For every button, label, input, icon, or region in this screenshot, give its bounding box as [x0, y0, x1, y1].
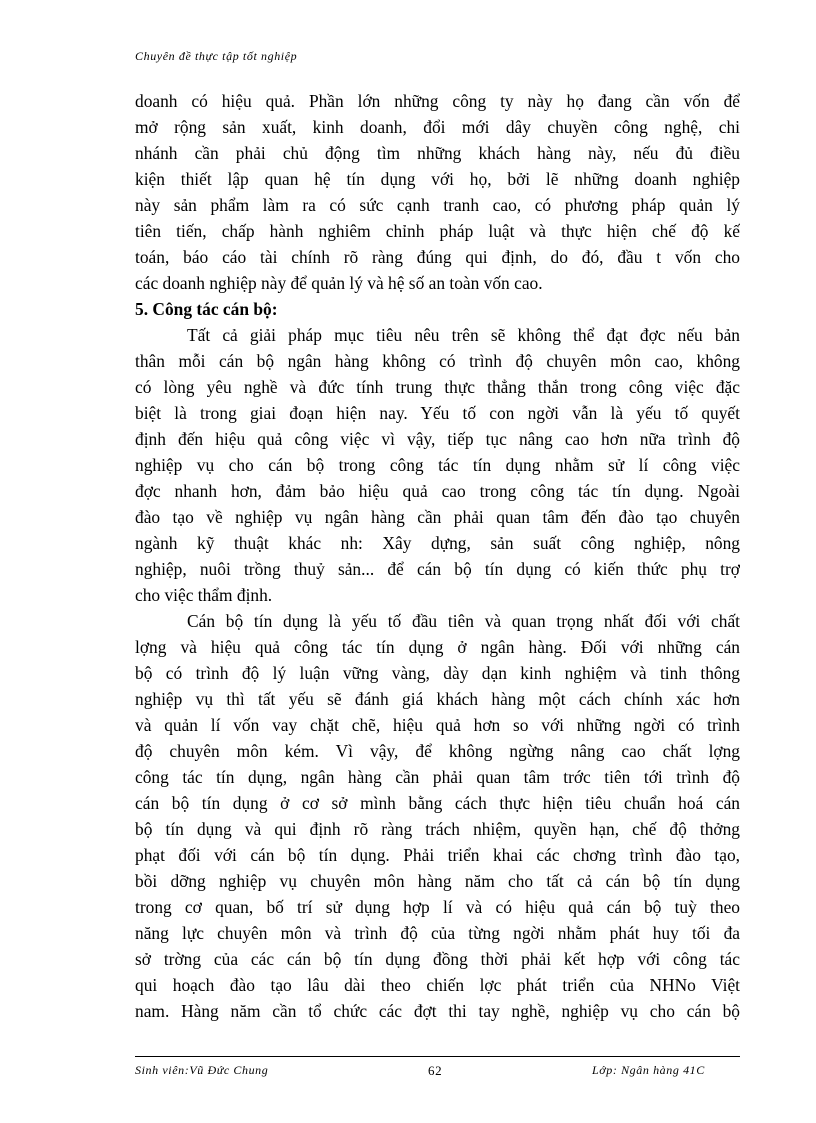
text-line: cán bộ tín dụng ở cơ sở mình bằng cách thực hiện tiêu chuẩn hoá cán — [135, 793, 740, 813]
text-line: phạt đối với cán bộ tín dụng. Phải triển khai các chơng trình đào tạo, — [135, 845, 740, 865]
text-line: công tác tín dụng, ngân hàng cần phải quan tâm trớc tiên tới trình độ — [135, 767, 740, 787]
text-line: nghiệp vụ thì tất yếu sẽ đánh giá khách hàng một cách chính xác hơn — [135, 689, 740, 709]
text-line: nghiệp vụ cho cán bộ trong công tác tín dụng nhằm sử lí công việc — [135, 455, 740, 475]
text-line: lợng và hiệu quả công tác tín dụng ở ngân hàng. Đối với những cán — [135, 637, 740, 657]
text-line: đào tạo về nghiệp vụ ngân hàng cần phải quan tâm đến đào tạo chuyên — [135, 507, 740, 527]
text-line: định đến hiệu quả công việc vì vậy, tiếp tục nâng cao hơn nữa trình độ — [135, 429, 740, 449]
footer-student: Sinh viên:Vũ Đức Chung — [135, 1063, 269, 1077]
text-line: doanh có hiệu quả. Phần lớn những công ty này họ đang cần vốn để — [135, 91, 740, 111]
text-line: nghiệp, nuôi trồng thuỷ sản... để cán bộ tín dụng có kiến thức phụ trợ — [135, 559, 740, 579]
paragraph-3 — [135, 608, 740, 1024]
text-line: năng lực chuyên môn và trình độ của từng ngời nhằm phát huy tối đa — [135, 923, 740, 943]
page-number: 62 — [428, 1063, 443, 1078]
text-line: bộ có trình độ lý luận vững vàng, dày dạn kinh nghiệm và tinh thông — [135, 663, 740, 683]
footer-rule — [135, 1056, 740, 1057]
text-line: cho việc thẩm định. — [135, 585, 273, 605]
text-line: đợc nhanh hơn, đảm bảo hiệu quả cao trong công tác tín dụng. Ngoài — [135, 481, 740, 501]
text-line: Tất cả giải pháp mục tiêu nêu trên sẽ không thể đạt đợc nếu bản — [187, 325, 740, 345]
paragraph-2 — [135, 322, 740, 608]
text-line: toán, báo cáo tài chính rõ ràng đúng qui định, do đó, đầu t vốn cho — [135, 247, 740, 267]
text-line: nam. Hàng năm cần tổ chức các đợt thi tay nghề, nghiệp vụ cho cán bộ — [135, 1001, 740, 1021]
text-line: các doanh nghiệp này để quản lý và hệ số an toàn vốn cao. — [135, 273, 543, 293]
text-line: qui hoạch đào tạo lâu dài theo chiến lợc phát triển của NHNo Việt — [135, 975, 740, 995]
text-line: có lòng yêu nghề và đức tính trung thực thẳng thắn trong công việc đặc — [135, 377, 740, 397]
document-body — [135, 88, 740, 1024]
text-line: này sản phẩm làm ra có sức cạnh tranh cao, có phương pháp quản lý — [135, 195, 740, 215]
text-line: biệt là trong giai đoạn hiện nay. Yếu tố con ngời vẫn là yếu tố quyết — [135, 403, 740, 423]
text-line: Cán bộ tín dụng là yếu tố đầu tiên và quan trọng nhất đối với chất — [187, 611, 740, 631]
text-line: và quản lí vốn vay chặt chẽ, hiệu quả hơn so với những ngời có trình — [135, 715, 740, 735]
text-line: tiên tiến, chấp hành nghiêm chỉnh pháp luật và thực hiện chế độ kế — [135, 221, 740, 241]
paragraph-1 — [135, 88, 740, 296]
text-line: thân mỗi cán bộ ngân hàng không có trình độ chuyên môn cao, không — [135, 351, 740, 371]
text-line: mở rộng sản xuất, kinh doanh, đổi mới dây chuyền công nghệ, chi — [135, 117, 740, 137]
text-line: bộ tín dụng và qui định rõ ràng trách nhiệm, quyền hạn, chế độ thởng — [135, 819, 740, 839]
text-line: sở trờng của các cán bộ tín dụng đồng thời phải kết hợp với công tác — [135, 949, 740, 969]
text-line: trong cơ quan, bố trí sử dụng hợp lí và có hiệu quả cán bộ tuỳ theo — [135, 897, 740, 917]
text-line: nhánh cần phải chủ động tìm những khách hàng này, nếu đủ điều — [135, 143, 740, 163]
section-heading: 5. Công tác cán bộ: — [135, 299, 278, 319]
text-line: ngành kỹ thuật khác nh: Xây dựng, sản suất công nghiệp, nông — [135, 533, 740, 553]
footer-class: Lớp: Ngân hàng 41C — [592, 1063, 705, 1077]
text-line: kiện thiết lập quan hệ tín dụng với họ, bởi lẽ những doanh nghiệp — [135, 169, 740, 189]
running-header: Chuyên đề thực tập tốt nghiệp — [135, 49, 298, 63]
text-line: bồi dỡng nghiệp vụ chuyên môn hàng năm cho tất cả cán bộ tín dụng — [135, 871, 740, 891]
text-line: độ chuyên môn kém. Vì vậy, để không ngừng nâng cao chất lợng — [135, 741, 740, 761]
